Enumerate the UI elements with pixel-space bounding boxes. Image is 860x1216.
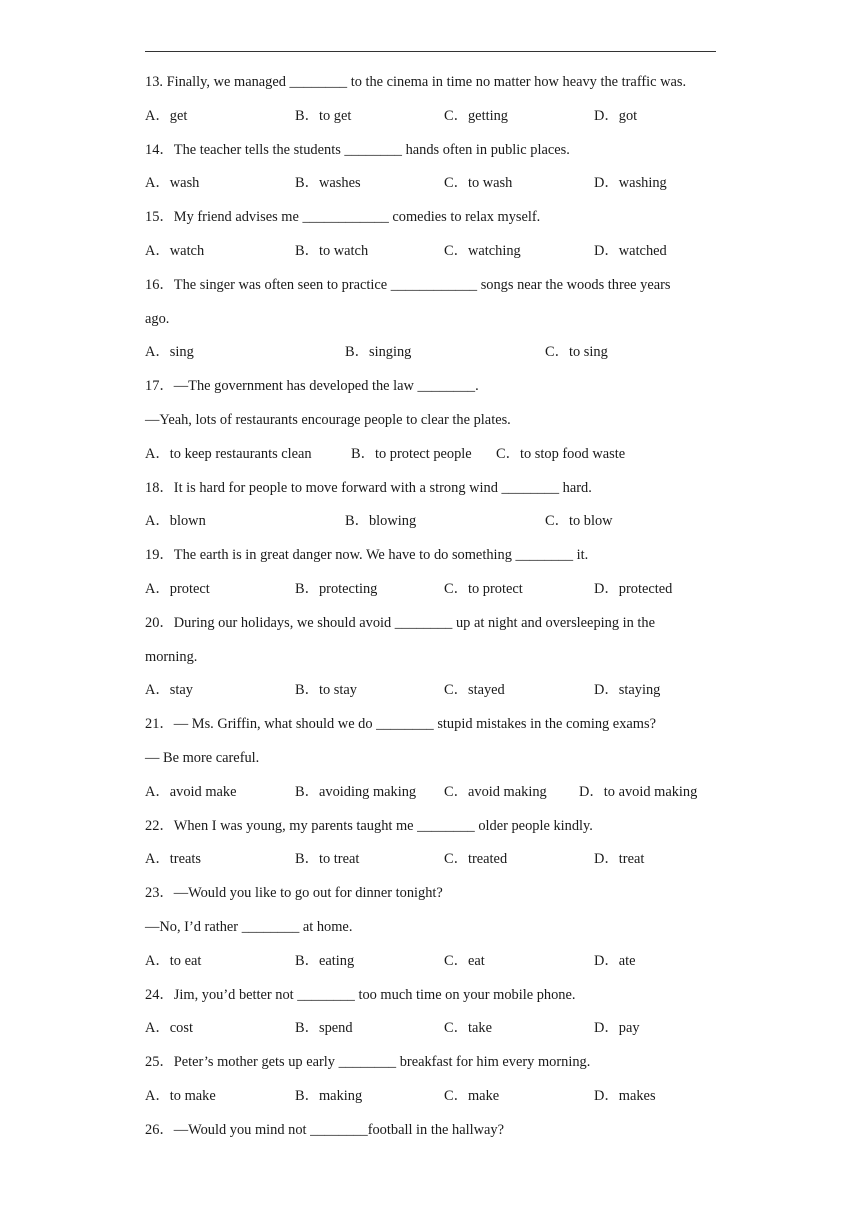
option-d: D．treat	[594, 851, 645, 868]
answer-options	[145, 505, 745, 539]
option-b: B．eating	[295, 952, 355, 969]
option-a: A．protect	[145, 580, 210, 597]
question-stem-continued: morning.	[145, 648, 198, 665]
top-rule	[145, 51, 716, 52]
option-a: A．avoid make	[145, 783, 237, 800]
option-c: C．treated	[444, 851, 508, 868]
question-stem: 17．—The government has developed the law ________.	[145, 378, 479, 395]
option-c: C．to sing	[545, 344, 608, 361]
question-stem: 15．My friend advises me ____________ comedies to relax myself.	[145, 209, 541, 226]
question-stem-continued: —No, I’d rather ________ at home.	[145, 918, 353, 935]
option-c: C．avoid making	[444, 783, 547, 800]
question-stem-continued: —Yeah, lots of restaurants encourage people to clear the plates.	[145, 411, 511, 428]
answer-options	[145, 945, 745, 979]
question-stem: 25．Peter’s mother gets up early ________ breakfast for him every morning.	[145, 1054, 591, 1071]
option-c: C．take	[444, 1020, 492, 1037]
question-stem: 22．When I was young, my parents taught me ________ older people kindly.	[145, 817, 593, 834]
answer-options	[145, 167, 745, 201]
question-stem-continued: ago.	[145, 310, 170, 327]
option-b: B．to watch	[295, 242, 369, 259]
question-stem: 21．— Ms. Griffin, what should we do ________ stupid mistakes in the coming exams?	[145, 716, 656, 733]
option-b: B．protecting	[295, 580, 378, 597]
option-b: B．washes	[295, 175, 361, 192]
option-d: D．pay	[594, 1020, 640, 1037]
option-c: C．make	[444, 1087, 500, 1104]
option-d: D．staying	[594, 682, 661, 699]
option-c: C．to blow	[545, 513, 613, 530]
option-a: A．treats	[145, 851, 201, 868]
question-stem: 24．Jim, you’d better not ________ too much time on your mobile phone.	[145, 986, 576, 1003]
question-list	[145, 66, 745, 1148]
question-stem: 23．—Would you like to go out for dinner tonight?	[145, 885, 443, 902]
answer-options	[145, 573, 745, 607]
option-c: C．to stop food waste	[496, 445, 626, 462]
option-b: B．to protect people	[351, 445, 472, 462]
option-c: C．to wash	[444, 175, 513, 192]
option-a: A．cost	[145, 1020, 193, 1037]
option-d: D．ate	[594, 952, 636, 969]
option-b: B．spend	[295, 1020, 353, 1037]
option-a: A．sing	[145, 344, 194, 361]
question-stem: 19．The earth is in great danger now. We have to do something ________ it.	[145, 547, 589, 564]
option-b: B．to treat	[295, 851, 360, 868]
question-stem: 18．It is hard for people to move forward with a strong wind ________ hard.	[145, 479, 592, 496]
option-a: A．blown	[145, 513, 206, 530]
option-b: B．avoiding making	[295, 783, 417, 800]
answer-options	[145, 235, 745, 269]
question-stem: 14．The teacher tells the students ________ hands often in public places.	[145, 141, 570, 158]
option-c: C．eat	[444, 952, 485, 969]
question-stem: 16．The singer was often seen to practice ____________ songs near the woods three years	[145, 276, 671, 293]
option-d: D．protected	[594, 580, 673, 597]
option-c: C．to protect	[444, 580, 523, 597]
option-a: A．get	[145, 107, 188, 124]
option-d: D．to avoid making	[579, 783, 698, 800]
option-d: D．washing	[594, 175, 667, 192]
answer-options	[145, 100, 745, 134]
option-d: D．got	[594, 107, 638, 124]
option-c: C．watching	[444, 242, 521, 259]
answer-options	[145, 1012, 745, 1046]
answer-options	[145, 438, 745, 472]
option-b: B．blowing	[345, 513, 417, 530]
option-b: B．making	[295, 1087, 363, 1104]
question-stem: 20．During our holidays, we should avoid ________ up at night and oversleeping in the	[145, 614, 655, 631]
option-a: A．watch	[145, 242, 205, 259]
question-stem: 13. Finally, we managed ________ to the cinema in time no matter how heavy the traffic was.	[145, 74, 687, 90]
option-a: A．to keep restaurants clean	[145, 445, 312, 462]
option-a: A．to eat	[145, 952, 202, 969]
answer-options	[145, 336, 745, 370]
option-b: B．singing	[345, 344, 412, 361]
option-d: D．watched	[594, 242, 667, 259]
option-a: A．stay	[145, 682, 193, 699]
question-stem: 26．—Would you mind not ________football in the hallway?	[145, 1121, 504, 1138]
option-d: D．makes	[594, 1087, 656, 1104]
option-c: C．getting	[444, 107, 508, 124]
option-b: B．to get	[295, 107, 352, 124]
option-a: A．to make	[145, 1087, 216, 1104]
answer-options	[145, 674, 745, 708]
option-b: B．to stay	[295, 682, 357, 699]
answer-options	[145, 843, 745, 877]
answer-options	[145, 776, 745, 810]
option-c: C．stayed	[444, 682, 505, 699]
option-a: A．wash	[145, 175, 200, 192]
question-stem-continued: — Be more careful.	[145, 749, 260, 766]
answer-options	[145, 1080, 745, 1114]
